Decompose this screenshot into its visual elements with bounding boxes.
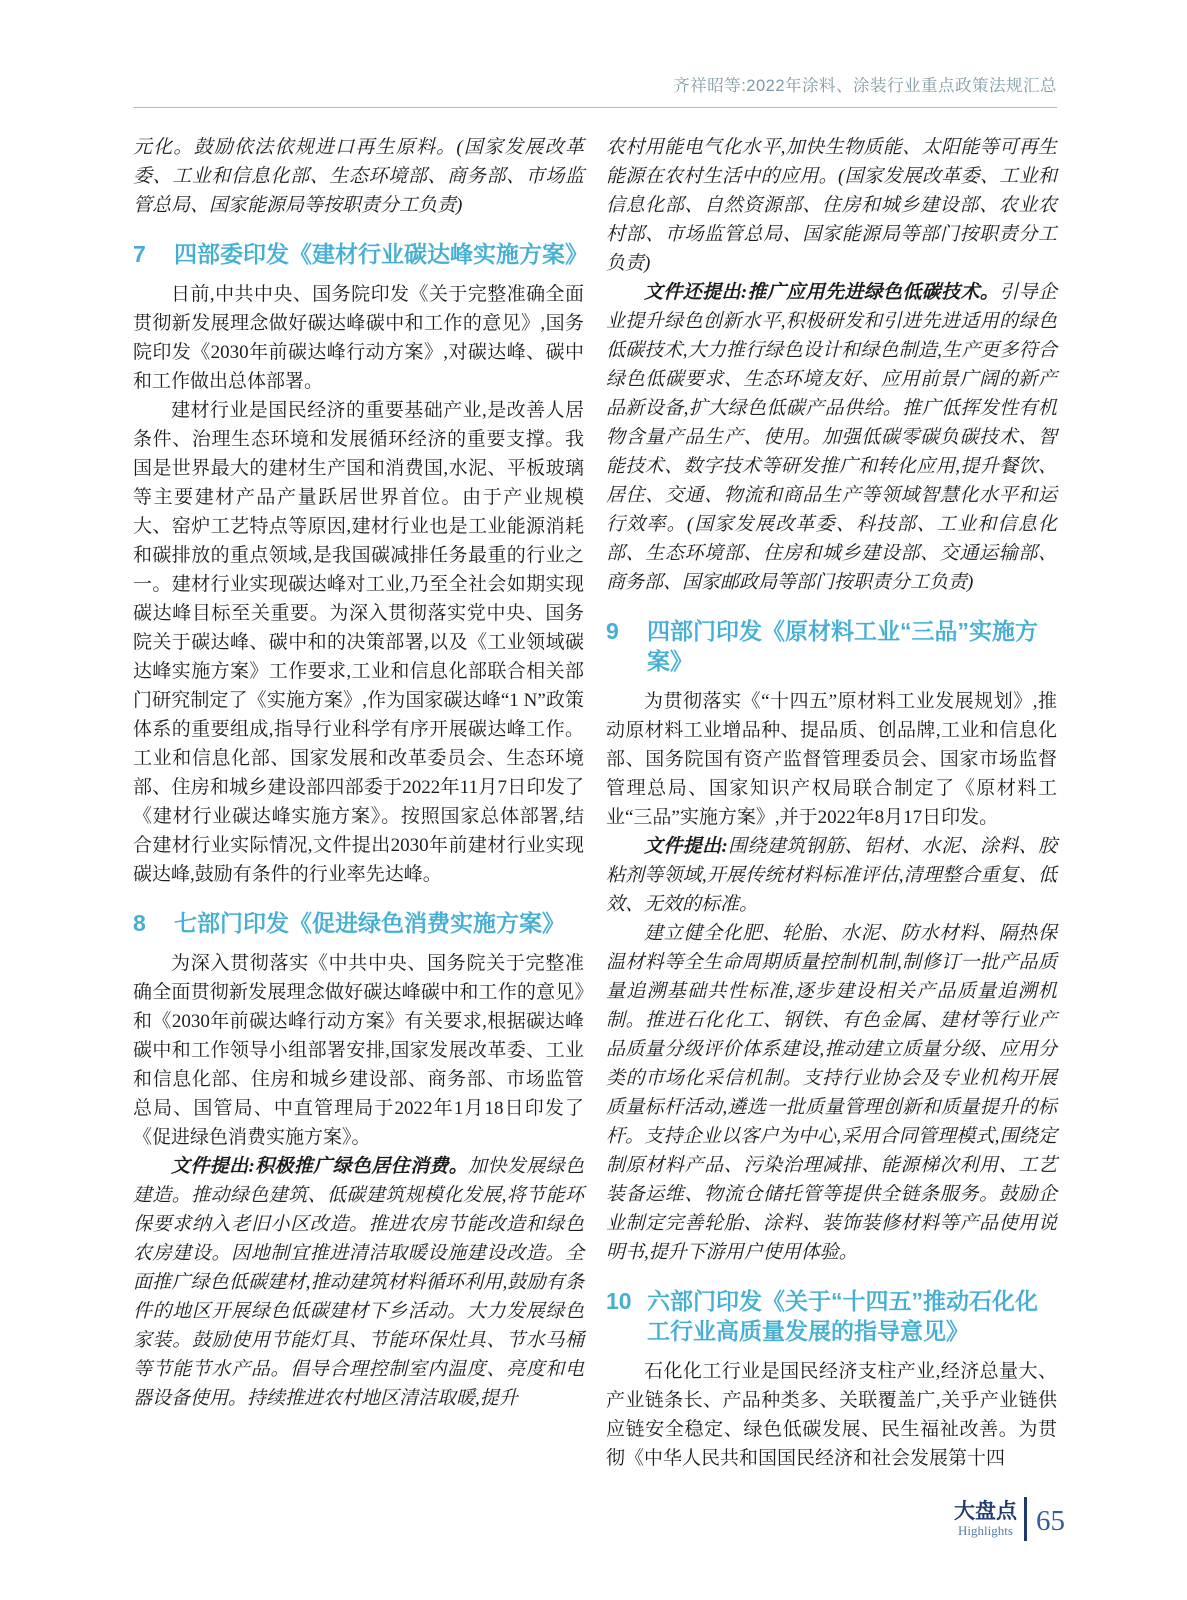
page-footer (0, 1497, 1065, 1541)
quoted-paragraph (606, 832, 1057, 919)
page-content (133, 72, 1057, 1473)
section-heading-8 (133, 908, 584, 938)
section-number: 9 (606, 618, 619, 644)
two-column-body (133, 133, 1057, 1473)
section-title: 七部门印发《促进绿色消费实施方案》 (174, 910, 565, 936)
paragraph: 为贯彻落实《“十四五”原材料工业发展规划》,推动原材料工业增品种、提品质、创品牌,工业和信息化部、国务院国有资产监督管理委员会、国家市场监督管理总局、国家知识产权局联合制定了《原材料工业“三品”实施方案》,并于2022年8月17日印发。 (606, 691, 1057, 828)
page-number: 65 (1036, 1504, 1065, 1537)
paragraph-lead: 文件还提出:推广应用先进绿色低碳技术。 (644, 282, 1000, 303)
section-heading-10 (606, 1286, 1057, 1346)
paragraph: 建材行业是国民经济的重要基础产业,是改善人居条件、治理生态环境和发展循环经济的重要支撑。我国是世界最大的建材生产国和消费国,水泥、平板玻璃等主要建材产品产量跃居世界首位。由于产业规模大、窑炉工艺特点等原因,建材行业也是工业能源消耗和碳排放的重点领域,是我国碳减排任务最重的行业之一。建材行业实现碳达峰对工业,乃至全社会如期实现碳达峰目标至关重要。为深入贯彻落实党中央、国务院关于碳达峰、碳中和的决策部署,以及《工业领域碳达峰实施方案》工作要求,工业和信息化部联合相关部门研究制定了《实施方案》,作为国家碳达峰“1 N”政策体系的重要组成,指导行业科学有序开展碳达峰工作。工业和信息化部、国家发展和改革委员会、生态环境部、住房和城乡建设部四部委于2022年11月7日印发了《建材行业碳达峰实施方案》。按照国家总体部署,结合建材行业实际情况,文件提出2030年前建材行业实现碳达峰,鼓励有条件的行业率先达峰。 (133, 400, 584, 885)
section-heading-9 (606, 616, 1057, 676)
paragraph-rest: 加快发展绿色建造。推动绿色建筑、低碳建筑规模化发展,将节能环保要求纳入老旧小区改造。推进农房节能改造和绿色农房建设。因地制宜推进清洁取暖设施建设改造。全面推广绿色低碳建材,推动建筑材料循环利用,鼓励有条件的地区开展绿色低碳建材下乡活动。大力发展绿色家装。鼓励使用节能灯具、节能环保灶具、节水马桶等节能节水产品。倡导合理控制室内温度、亮度和电器设备使用。持续推进农村地区清洁取暖,提升 (133, 1156, 584, 1409)
section-number: 7 (133, 241, 146, 267)
section-title: 四部门印发《原材料工业“三品”实施方案》 (647, 618, 1038, 674)
quoted-paragraph (606, 278, 1057, 597)
continued-paragraph: 元化。鼓励依法依规进口再生原料。(国家发展改革委、工业和信息化部、生态环境部、商务部、市场监管总局、国家能源局等按职责分工负责) (133, 137, 584, 216)
section-heading-7 (133, 239, 588, 269)
quoted-paragraph: 建立健全化肥、轮胎、水泥、防水材料、隔热保温材料等全生命周期质量控制机制,制修订一批产品质量追溯基础共性标准,逐步建设相关产品质量追溯机制。推进石化化工、钢铁、有色金属、建材等行业产品质量分级评价体系建设,推动建立质量分级、应用分类的市场化采信机制。支持行业协会及专业机构开展质量标杆活动,遴选一批质量管理创新和质量提升的标杆。支持企业以客户为中心,采用合同管理模式,围绕定制原材料产品、污染治理减排、能源梯次利用、工艺装备运维、物流仓储托管等提供全链条服务。鼓励企业制定完善轮胎、涂料、装饰装修材料等产品使用说明书,提升下游用户使用体验。 (606, 923, 1057, 1263)
paragraph: 石化化工行业是国民经济支柱产业,经济总量大、产业链条长、产品种类多、关联覆盖广,关乎产业链供应链安全稳定、绿色低碳发展、民生福祉改善。为贯彻《中华人民共和国国民经济和社会发展第十四 (606, 1361, 1057, 1469)
paragraph-rest: 引导企业提升绿色创新水平,积极研发和引进先进适用的绿色低碳技术,大力推行绿色设计和绿色制造,生产更多符合绿色低碳要求、生态环境友好、应用前景广阔的新产品新设备,扩大绿色低碳产品供给。推广低挥发性有机物含量产品生产、使用。加强低碳零碳负碳技术、智能技术、数字技术等研发推广和转化应用,提升餐饮、居住、交通、物流和商品生产等领域智慧化水平和运行效率。(国家发展改革委、科技部、工业和信息化部、生态环境部、住房和城乡建设部、交通运输部、商务部、国家邮政局等部门按职责分工负责) (606, 282, 1057, 593)
continued-paragraph: 农村用能电气化水平,加快生物质能、太阳能等可再生能源在农村生活中的应用。(国家发展改革委、工业和信息化部、自然资源部、住房和城乡建设部、农业农村部、市场监管总局、国家能源局等部门按职责分工负责) (606, 137, 1057, 274)
footer-label-en: Highlights (958, 1522, 1013, 1538)
section-title: 四部委印发《建材行业碳达峰实施方案》 (174, 241, 588, 267)
footer-section-label (954, 1501, 1017, 1538)
paragraph-rest: 围绕建筑钢筋、铝材、水泥、涂料、胶粘剂等领域,开展传统材料标准评估,清理整合重复、低效、无效的标准。 (606, 836, 1057, 915)
left-column (133, 133, 588, 1473)
paragraph-lead: 文件提出:积极推广绿色居住消费。 (171, 1156, 469, 1177)
quoted-paragraph (133, 1152, 584, 1413)
section-number: 10 (606, 1288, 632, 1314)
footer-label-cn: 大盘点 (954, 1499, 1017, 1523)
section-title: 六部门印发《关于“十四五”推动石化化工行业高质量发展的指导意见》 (647, 1288, 1038, 1344)
section-number: 8 (133, 910, 146, 936)
right-column (606, 133, 1057, 1473)
paragraph: 为深入贯彻落实《中共中央、国务院关于完整准确全面贯彻新发展理念做好碳达峰碳中和工作的意见》和《2030年前碳达峰行动方案》有关要求,根据碳达峰碳中和工作领导小组部署安排,国家发展改革委、工业和信息化部、住房和城乡建设部、商务部、市场监管总局、国管局、中直管理局于2022年1月18日印发了《促进绿色消费实施方案》。 (133, 953, 584, 1148)
paragraph-lead: 文件提出: (644, 836, 728, 857)
running-header (133, 72, 1057, 108)
footer-divider (1024, 1497, 1027, 1541)
paragraph: 日前,中共中央、国务院印发《关于完整准确全面贯彻新发展理念做好碳达峰碳中和工作的意见》,国务院印发《2030年前碳达峰行动方案》,对碳达峰、碳中和工作做出总体部署。 (133, 284, 584, 392)
running-header-title: 齐祥昭等:2022年涂料、涂装行业重点政策法规汇总 (673, 77, 1057, 95)
